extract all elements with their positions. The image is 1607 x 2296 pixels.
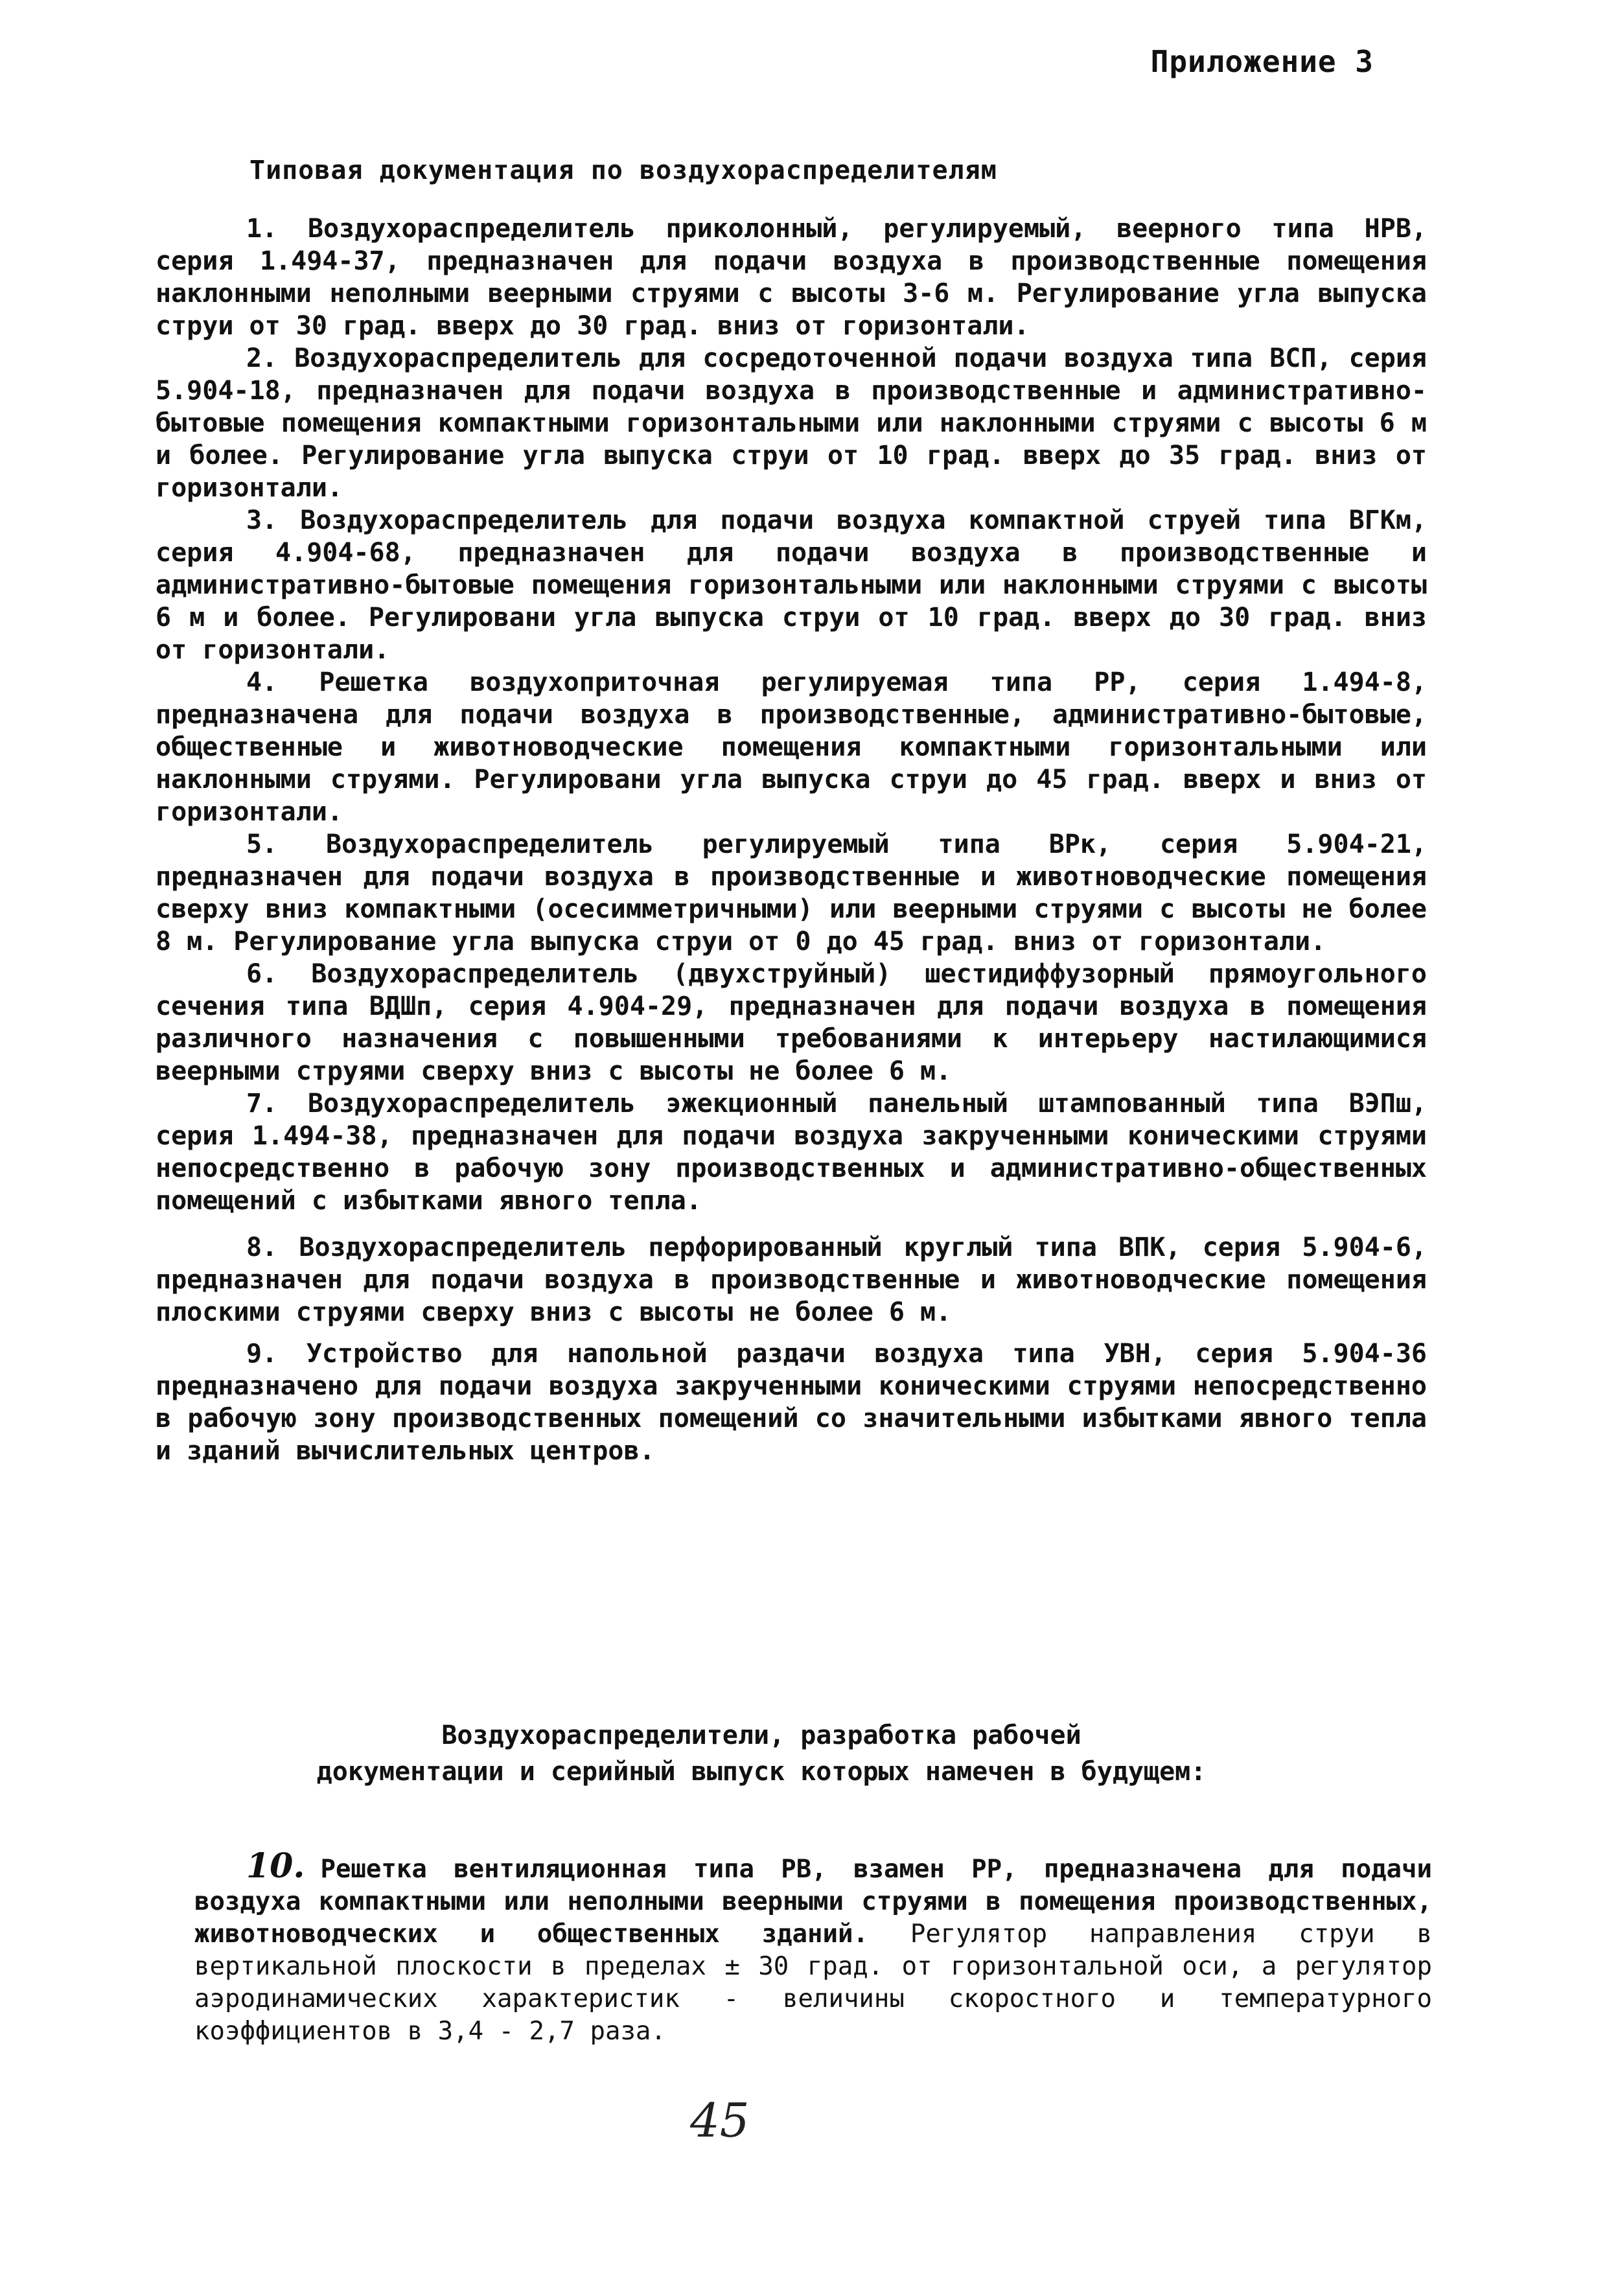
page-number: 45 <box>690 2093 750 2148</box>
appendix-label: Приложение 3 <box>1150 44 1374 79</box>
future-list-item <box>194 1846 1432 2048</box>
list-item: 5. Воздухораспределитель регулируемый типа ВРк, серия 5.904-21, предназначен для подачи воздуха в производственные и животноводческие помещения сверху вниз компактными (осесимметричными) или веерными струями с высоты не более 8 м. Регулирование угла выпуска струи от 0 до 45 град. вниз от горизонтали. <box>156 829 1427 957</box>
future-item-text: Решетка вентиляционная типа РВ, взамен РР, предназначена для подачи воздуха компактными или неполными веерными струями в помещения производственных, животноводческих и общественных зданий. <box>194 1855 1432 1949</box>
future-item-text-faint: Регулятор направления струи в вертикальной плоскости в пределах ± 30 град. от горизонтальной оси, а регулятор аэродинамических характеристик - величины скоростного и температурного коэффициентов в 3,4 - 2,7 раза. <box>194 1919 1432 2046</box>
list-item: 6. Воздухораспределитель (двухструйный) шестидиффузорный прямоугольного сечения типа ВДШп, серия 4.904-29, предназначен для подачи воздуха в помещения различного назначения с повышенными требованиями к интерьеру настилающимися веерными струями сверху вниз с высоты не более 6 м. <box>156 959 1427 1086</box>
list-item: 4. Решетка воздухоприточная регулируемая типа РР, серия 1.494-8, предназначена для подачи воздуха в производственные, административно-бытовые, общественные и животноводческие помещения компактными горизонтальными или наклонными струями. Регулировани угла выпуска струи до 45 град. вверх и вниз от горизонтали. <box>156 667 1427 827</box>
list-item: 7. Воздухораспределитель эжекционный панельный штампованный типа ВЭПш, серия 1.494-38, предназначен для подачи воздуха закрученными коническими струями непосредственно в рабочую зону производственных и административно-общественных помещений с избытками явного тепла. <box>156 1089 1427 1216</box>
list-item: 8. Воздухораспределитель перфорированный круглый типа ВПК, серия 5.904-6, предназначен для подачи воздуха в производственные и животноводческие помещения плоскими струями сверху вниз с высоты не более 6 м. <box>156 1233 1427 1327</box>
handwritten-item-number: 10. <box>246 1846 305 1886</box>
list-item: 2. Воздухораспределитель для сосредоточенной подачи воздуха типа ВСП, серия 5.904-18, предназначен для подачи воздуха в производственные и административно-бытовые помещения компактными горизонтальными или наклонными струями с высоты 6 м и более. Регулирование угла выпуска струи от 10 град. вверх до 35 град. вниз от горизонтали. <box>156 343 1427 503</box>
typical-documentation-list <box>156 213 1427 1467</box>
future-heading-line2: документации и серийный выпуск которых намечен в будущем: <box>316 1757 1207 1787</box>
list-item: 9. Устройство для напольной раздачи воздуха типа УВН, серия 5.904-36 предназначено для подачи воздуха закрученными коническими струями непосредственно в рабочую зону производственных помещений со значительными избытками явного тепла и зданий вычислительных центров. <box>156 1339 1427 1466</box>
list-item: 1. Воздухораспределитель приколонный, регулируемый, веерного типа НРВ, серия 1.494-37, предназначен для подачи воздуха в производственные помещения наклонными неполными веерными струями с высоты 3-6 м. Регулирование угла выпуска струи от 30 град. вверх до 30 град. вниз от горизонтали. <box>156 214 1427 341</box>
list-item: 3. Воздухораспределитель для подачи воздуха компактной струей типа ВГКм, серия 4.904-68, предназначен для подачи воздуха в производственные и административно-бытовые помещения горизонтальными или наклонными струями с высоты 6 м и более. Регулировани угла выпуска струи от 10 град. вверх до 30 град. вниз от горизонтали. <box>156 505 1427 665</box>
future-section-heading <box>194 1717 1328 1790</box>
future-heading-line1: Воздухораспределители, разработка рабочей <box>441 1721 1081 1750</box>
document-title: Типовая документация по воздухораспределителям <box>249 156 997 185</box>
